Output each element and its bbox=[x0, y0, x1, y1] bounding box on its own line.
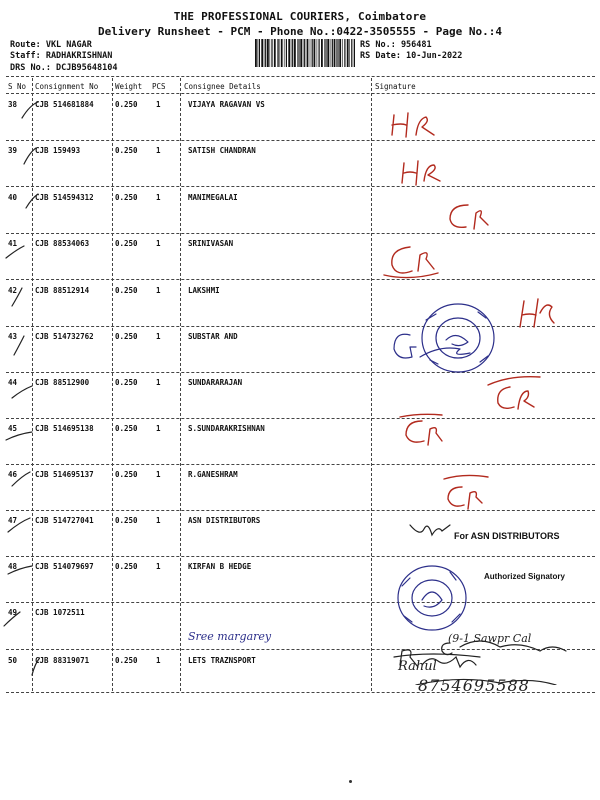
row-consignment: CJB 514727041 bbox=[35, 516, 94, 525]
col-weight: Weight bbox=[115, 82, 143, 91]
row-weight: 0.250 bbox=[115, 146, 138, 155]
row-consignee: LETS TRAZNSPORT bbox=[188, 656, 256, 665]
barcode-bar bbox=[286, 39, 287, 67]
row-consignment: CJB 88319071 bbox=[35, 656, 90, 665]
row-pcs: 1 bbox=[156, 100, 161, 109]
row-weight: 0.250 bbox=[115, 470, 138, 479]
row-consignee: LAKSHMI bbox=[188, 286, 220, 295]
row-pcs: 1 bbox=[156, 656, 161, 665]
header-divider bbox=[6, 76, 595, 77]
barcode-bar bbox=[354, 39, 355, 67]
barcode-bar bbox=[288, 39, 290, 67]
asn-stamp-authorized: Authorized Signatory bbox=[484, 572, 565, 581]
barcode-bar bbox=[264, 39, 265, 67]
row-consignee: S.SUNDARAKRISHNAN bbox=[188, 424, 265, 433]
barcode-bar bbox=[325, 39, 326, 67]
row-consignment: CJB 88512914 bbox=[35, 286, 90, 295]
barcode-bar bbox=[349, 39, 350, 67]
row-pcs: 1 bbox=[156, 286, 161, 295]
row-sno: 39 bbox=[8, 146, 18, 155]
row-consignee: R.GANESHRAM bbox=[188, 470, 238, 479]
row-consignment: CJB 514594312 bbox=[35, 193, 94, 202]
barcode-bar bbox=[351, 39, 352, 67]
row-divider bbox=[6, 326, 595, 327]
row-pcs: 1 bbox=[156, 516, 161, 525]
row-weight: 0.250 bbox=[115, 193, 138, 202]
row-consignee: KIRFAN B HEDGE bbox=[188, 562, 252, 571]
row-consignment: CJB 514079697 bbox=[35, 562, 94, 571]
col-pcs: PCS bbox=[152, 82, 166, 91]
row49-note: Sree margarey bbox=[188, 630, 272, 643]
scan-dot bbox=[349, 780, 352, 783]
row-divider bbox=[6, 279, 595, 280]
row-sno: 38 bbox=[8, 100, 18, 109]
rs-date-label: RS Date: 10-Jun-2022 bbox=[360, 51, 463, 61]
row-consignment: CJB 1072511 bbox=[35, 608, 85, 617]
barcode-bar bbox=[312, 39, 313, 67]
col-signature: Signature bbox=[375, 82, 416, 91]
barcode-bar bbox=[314, 39, 316, 67]
row-consignee: SATISH CHANDRAN bbox=[188, 146, 256, 155]
col-consignment: Consignment No bbox=[35, 82, 99, 91]
barcode-bar bbox=[307, 39, 309, 67]
row-sno: 45 bbox=[8, 424, 18, 433]
row-consignment: CJB 88534063 bbox=[35, 239, 90, 248]
barcode-bar bbox=[259, 39, 260, 67]
barcode-bar bbox=[297, 39, 298, 67]
row-consignee: SUNDARARAJAN bbox=[188, 378, 243, 387]
row-weight: 0.250 bbox=[115, 656, 138, 665]
barcode-bar bbox=[319, 39, 320, 67]
column-divider bbox=[6, 93, 595, 94]
row-pcs: 1 bbox=[156, 332, 161, 341]
barcode-bar bbox=[300, 39, 302, 67]
row-divider bbox=[6, 186, 595, 187]
row-pcs: 1 bbox=[156, 562, 161, 571]
row-pcs: 1 bbox=[156, 424, 161, 433]
barcode-bar bbox=[324, 39, 325, 67]
row-divider bbox=[6, 372, 595, 373]
row-pcs: 1 bbox=[156, 146, 161, 155]
row-consignee: VIJAYA RAGAVAN VS bbox=[188, 100, 265, 109]
row-pcs: 1 bbox=[156, 239, 161, 248]
barcode-bar bbox=[303, 39, 304, 67]
barcode-bar bbox=[261, 39, 263, 67]
row-consignment: CJB 88512900 bbox=[35, 378, 90, 387]
row-sno: 47 bbox=[8, 516, 18, 525]
barcode-bar bbox=[334, 39, 336, 67]
row-divider bbox=[6, 418, 595, 419]
route-label: Route: VKL NAGAR bbox=[10, 40, 92, 50]
barcode-bar bbox=[317, 39, 318, 67]
row-sno: 50 bbox=[8, 656, 18, 665]
barcode-bar bbox=[298, 39, 299, 67]
barcode-bar bbox=[330, 39, 331, 67]
barcode-bar bbox=[292, 39, 293, 67]
row-weight: 0.250 bbox=[115, 562, 138, 571]
row-divider bbox=[6, 510, 595, 511]
asn-stamp-name: For ASN DISTRIBUTORS bbox=[454, 531, 560, 541]
barcode-bar bbox=[258, 39, 259, 67]
row-sno: 46 bbox=[8, 470, 18, 479]
row-sno: 41 bbox=[8, 239, 18, 248]
row-weight: 0.250 bbox=[115, 516, 138, 525]
col-sno: S No bbox=[8, 82, 27, 91]
row-divider bbox=[6, 233, 595, 234]
row49-note2: (9-1 Sawpr Cal bbox=[448, 632, 532, 645]
rs-no-label: RS No.: 956481 bbox=[360, 40, 432, 50]
row50-phone: 8754695588 bbox=[418, 676, 530, 695]
row-weight: 0.250 bbox=[115, 424, 138, 433]
row-divider bbox=[6, 556, 595, 557]
row-weight: 0.250 bbox=[115, 332, 138, 341]
barcode-bar bbox=[327, 39, 329, 67]
row-weight: 0.250 bbox=[115, 378, 138, 387]
barcode-bar bbox=[291, 39, 292, 67]
row50-name: Rahul bbox=[398, 659, 437, 674]
row-sno: 48 bbox=[8, 562, 18, 571]
barcode-bar bbox=[321, 39, 323, 67]
row-consignment: CJB 514695137 bbox=[35, 470, 94, 479]
row-divider bbox=[6, 464, 595, 465]
row-sno: 40 bbox=[8, 193, 18, 202]
row-consignee: SUBSTAR AND bbox=[188, 332, 238, 341]
row-consignee: ASN DISTRIBUTORS bbox=[188, 516, 261, 525]
col-consignee: Consignee Details bbox=[184, 82, 261, 91]
barcode-bar bbox=[265, 39, 266, 67]
staff-label: Staff: RADHAKRISHNAN bbox=[10, 51, 113, 61]
barcode-bar bbox=[267, 39, 269, 67]
barcode-bar bbox=[347, 39, 349, 67]
row-divider bbox=[6, 602, 595, 603]
barcode-bar bbox=[294, 39, 296, 67]
barcode-bar bbox=[342, 39, 343, 67]
row-consignment: CJB 514681884 bbox=[35, 100, 94, 109]
barcode-icon bbox=[255, 39, 355, 67]
row-sno: 42 bbox=[8, 286, 18, 295]
row-sno: 49 bbox=[8, 608, 18, 617]
barcode-bar bbox=[310, 39, 311, 67]
row-consignment: CJB 514695138 bbox=[35, 424, 94, 433]
row-weight: 0.250 bbox=[115, 100, 138, 109]
barcode-bar bbox=[255, 39, 257, 67]
barcode-bar bbox=[337, 39, 338, 67]
row-divider bbox=[6, 140, 595, 141]
barcode-bar bbox=[339, 39, 341, 67]
barcode-bar bbox=[344, 39, 345, 67]
row-consignee: MANIMEGALAI bbox=[188, 193, 238, 202]
barcode-bar bbox=[304, 39, 305, 67]
row-consignment: CJB 159493 bbox=[35, 146, 81, 155]
row-sno: 44 bbox=[8, 378, 18, 387]
barcode-bar bbox=[271, 39, 272, 67]
barcode-bar bbox=[277, 39, 278, 67]
row-pcs: 1 bbox=[156, 193, 161, 202]
runsheet-subtitle: Delivery Runsheet - PCM - Phone No.:0422-3505555 - Page No.:4 bbox=[98, 25, 502, 38]
company-title: THE PROFESSIONAL COURIERS, Coimbatore bbox=[173, 10, 427, 23]
row-weight: 0.250 bbox=[115, 239, 138, 248]
barcode-bar bbox=[332, 39, 333, 67]
row-pcs: 1 bbox=[156, 470, 161, 479]
row-consignment: CJB 514732762 bbox=[35, 332, 94, 341]
drs-label: DRS No.: DCJB95648104 bbox=[10, 63, 118, 73]
barcode-bar bbox=[336, 39, 337, 67]
barcode-bar bbox=[284, 39, 285, 67]
row-sno: 43 bbox=[8, 332, 18, 341]
barcode-bar bbox=[274, 39, 276, 67]
barcode-bar bbox=[278, 39, 279, 67]
barcode-bar bbox=[281, 39, 283, 67]
row-weight: 0.250 bbox=[115, 286, 138, 295]
row-consignee: SRINIVASAN bbox=[188, 239, 234, 248]
barcode-bar bbox=[270, 39, 271, 67]
row-divider bbox=[6, 649, 595, 650]
row-pcs: 1 bbox=[156, 378, 161, 387]
table-row bbox=[0, 608, 600, 654]
